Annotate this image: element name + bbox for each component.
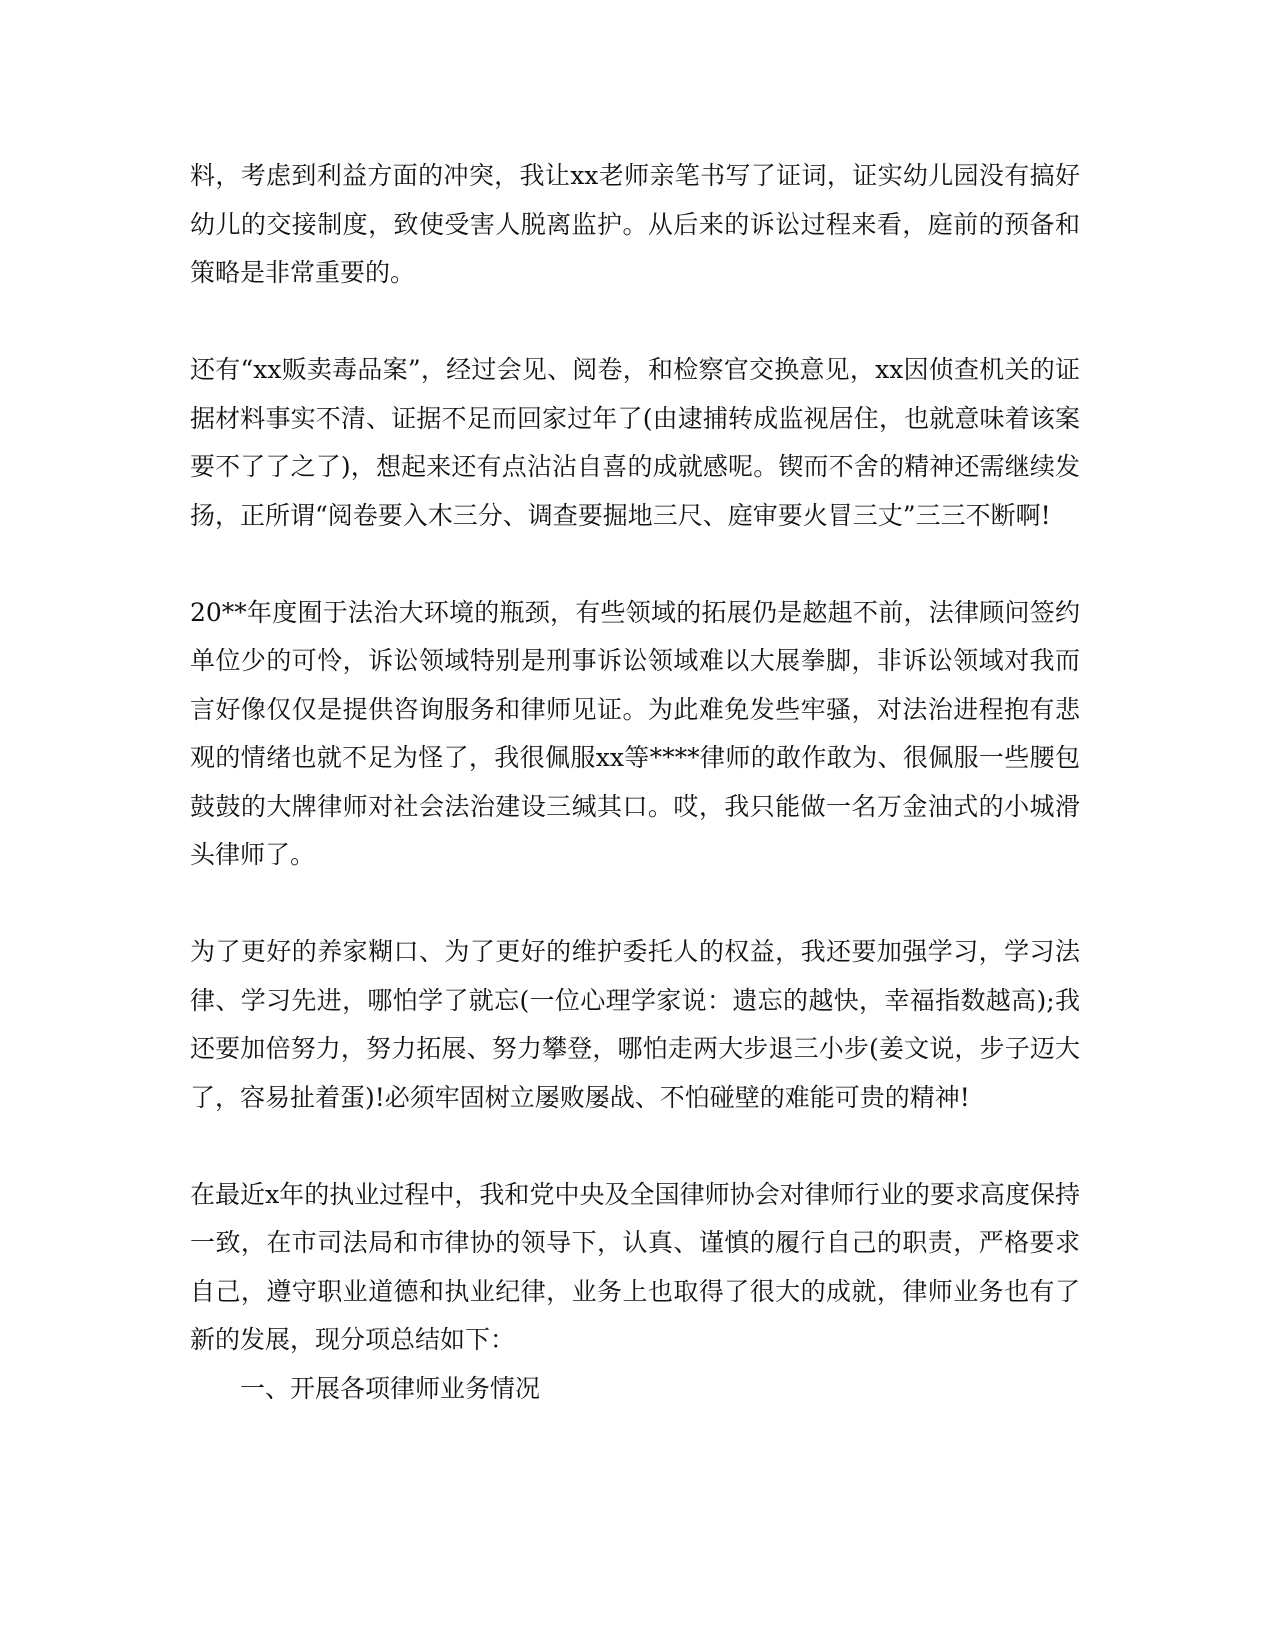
paragraph-1: 料，考虑到利益方面的冲突，我让xx老师亲笔书写了证词，证实幼儿园没有搞好幼儿的交接制度，致使受害人脱离监护。从后来的诉讼过程来看，庭前的预备和策略是非常重要的。 (190, 161, 1080, 287)
section-heading: 一、开展各项律师业务情况 (240, 1373, 541, 1403)
paragraph-4: 为了更好的养家糊口、为了更好的维护委托人的权益，我还要加强学习，学习法律、学习先进，哪怕学了就忘(一位心理学家说：遗忘的越快，幸福指数越高);我还要加倍努力，努力拓展、努力攀登，哪怕走两大步退三小步(姜文说，步子迈大了，容易扯着蛋)!必须牢固树立屡败屡战、不怕碰壁的难能可贵的精神! (190, 937, 1080, 1112)
paragraph-5: 在最近x年的执业过程中，我和党中央及全国律师协会对律师行业的要求高度保持一致，在市司法局和市律协的领导下，认真、谨慎的履行自己的职责，严格要求自己，遵守职业道德和执业纪律，业务上也取得了很大的成就，律师业务也有了新的发展，现分项总结如下： (190, 1179, 1080, 1354)
paragraph-3: 20**年度囿于法治大环境的瓶颈，有些领域的拓展仍是趑趄不前，法律顾问签约单位少的可怜，诉讼领域特别是刑事诉讼领域难以大展拳脚，非诉讼领域对我而言好像仅仅是提供咨询服务和律师见证。为此难免发些牢骚，对法治进程抱有悲观的情绪也就不足为怪了，我很佩服xx等****律师的敢作敢为、很佩服一些腰包鼓鼓的大牌律师对社会法治建设三缄其口。哎，我只能做一名万金油式的小城滑头律师了。 (190, 597, 1080, 869)
paragraph-2: 还有“xx贩卖毒品案”，经过会见、阅卷，和检察官交换意见，xx因侦查机关的证据材料事实不清、证据不足而回家过年了(由逮捕转成监视居住，也就意味着该案要不了了之了)，想起来还有点沾沾自喜的成就感呢。锲而不舍的精神还需继续发扬，正所谓“阅卷要入木三分、调查要掘地三尺、庭审要火冒三丈”三三不断啊! (190, 355, 1080, 530)
document-body (190, 152, 1080, 1413)
